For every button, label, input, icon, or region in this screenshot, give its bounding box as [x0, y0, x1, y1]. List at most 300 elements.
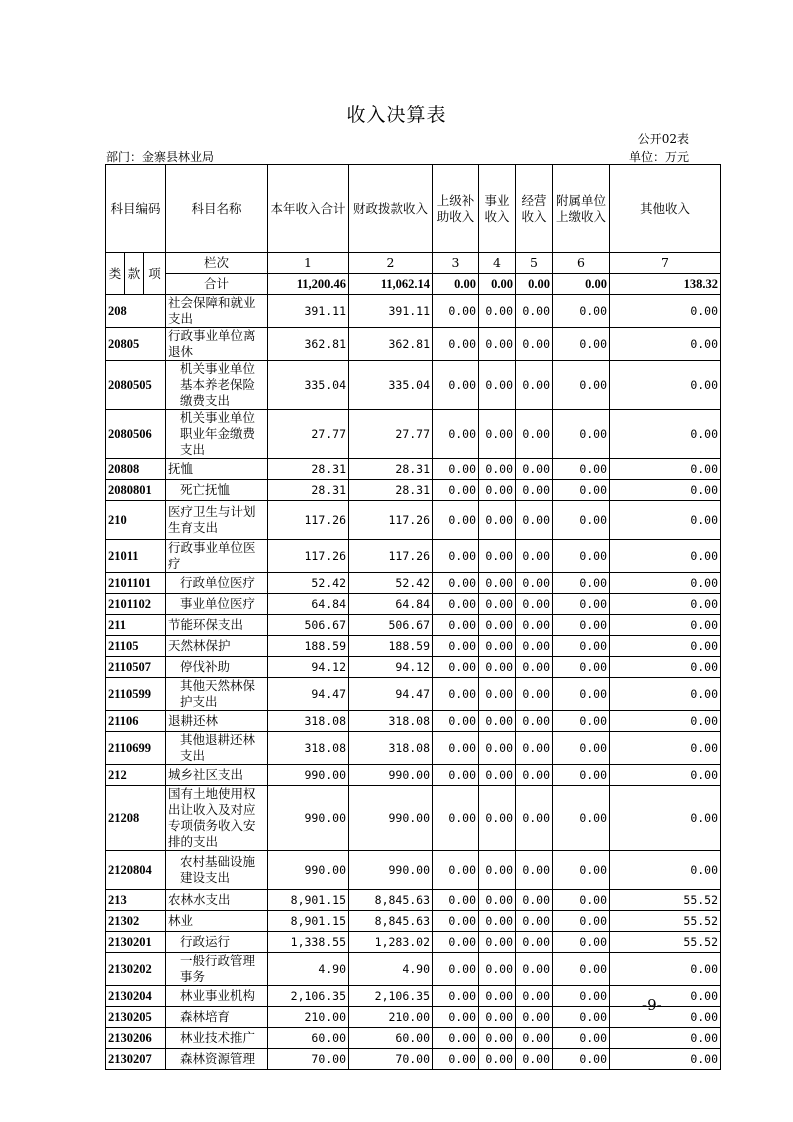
row-value-col5: 0.00 [516, 540, 553, 573]
row-value-col1: 990.00 [268, 851, 349, 890]
row-code: 21208 [106, 786, 166, 851]
row-value-col1: 335.04 [268, 361, 349, 410]
row-value-col3: 0.00 [433, 953, 479, 986]
row-code: 2110699 [106, 732, 166, 765]
row-value-col6: 0.00 [553, 765, 610, 786]
page-title: 收入决算表 [346, 104, 447, 126]
row-value-col5: 0.00 [516, 636, 553, 657]
row-value-col2: 1,283.02 [349, 932, 433, 953]
row-code: 2130205 [106, 1007, 166, 1028]
row-value-col1: 8,901.15 [268, 911, 349, 932]
col-num-6: 6 [553, 253, 610, 274]
row-name: 死亡抚恤 [166, 480, 268, 501]
row-value-col1: 990.00 [268, 765, 349, 786]
total-col7: 138.32 [610, 274, 721, 295]
row-value-col4: 0.00 [479, 711, 516, 732]
table-row [106, 890, 721, 911]
row-code: 2120804 [106, 851, 166, 890]
row-value-col3: 0.00 [433, 765, 479, 786]
table-row [106, 678, 721, 711]
row-code: 20805 [106, 328, 166, 361]
row-value-col5: 0.00 [516, 480, 553, 501]
row-value-col4: 0.00 [479, 459, 516, 480]
row-value-col4: 0.00 [479, 573, 516, 594]
row-value-col5: 0.00 [516, 361, 553, 410]
row-value-col7: 0.00 [610, 594, 721, 615]
row-value-col6: 0.00 [553, 657, 610, 678]
row-code: 2080801 [106, 480, 166, 501]
row-value-col7: 0.00 [610, 1028, 721, 1049]
row-value-col5: 0.00 [516, 657, 553, 678]
row-value-col3: 0.00 [433, 786, 479, 851]
row-value-col3: 0.00 [433, 678, 479, 711]
row-value-col4: 0.00 [479, 765, 516, 786]
header-col4: 事业收入 [479, 165, 516, 253]
row-value-col6: 0.00 [553, 361, 610, 410]
row-value-col6: 0.00 [553, 786, 610, 851]
table-row [106, 786, 721, 851]
row-value-col5: 0.00 [516, 1007, 553, 1028]
row-value-col2: 990.00 [349, 765, 433, 786]
row-value-col3: 0.00 [433, 932, 479, 953]
table-row [106, 657, 721, 678]
row-code: 21011 [106, 540, 166, 573]
row-name: 林业 [166, 911, 268, 932]
row-name: 行政事业单位离退休 [166, 328, 268, 361]
header-code: 科目编码 [106, 165, 166, 253]
table-row [106, 1049, 721, 1070]
row-value-col1: 64.84 [268, 594, 349, 615]
row-value-col2: 117.26 [349, 540, 433, 573]
row-value-col3: 0.00 [433, 410, 479, 459]
row-value-col7: 0.00 [610, 459, 721, 480]
total-col4: 0.00 [479, 274, 516, 295]
row-value-col2: 8,845.63 [349, 911, 433, 932]
row-value-col3: 0.00 [433, 573, 479, 594]
row-value-col6: 0.00 [553, 1049, 610, 1070]
row-name: 事业单位医疗 [166, 594, 268, 615]
row-value-col6: 0.00 [553, 711, 610, 732]
row-value-col3: 0.00 [433, 711, 479, 732]
header-col6: 附属单位上缴收入 [553, 165, 610, 253]
row-value-col5: 0.00 [516, 615, 553, 636]
row-value-col7: 55.52 [610, 890, 721, 911]
row-value-col4: 0.00 [479, 1007, 516, 1028]
header-name: 科目名称 [166, 165, 268, 253]
row-value-col5: 0.00 [516, 295, 553, 328]
table-row [106, 636, 721, 657]
table-row [106, 480, 721, 501]
table-row [106, 594, 721, 615]
row-value-col2: 318.08 [349, 732, 433, 765]
row-value-col4: 0.00 [479, 480, 516, 501]
row-value-col6: 0.00 [553, 1028, 610, 1049]
row-value-col7: 0.00 [610, 765, 721, 786]
row-value-col7: 0.00 [610, 986, 721, 1007]
row-name: 社会保障和就业支出 [166, 295, 268, 328]
row-value-col7: 0.00 [610, 1007, 721, 1028]
table-row [106, 295, 721, 328]
row-value-col2: 318.08 [349, 711, 433, 732]
row-value-col7: 55.52 [610, 911, 721, 932]
table-row [106, 732, 721, 765]
total-label: 合计 [166, 274, 268, 295]
row-value-col1: 94.47 [268, 678, 349, 711]
row-code: 2080506 [106, 410, 166, 459]
row-value-col1: 188.59 [268, 636, 349, 657]
row-value-col5: 0.00 [516, 328, 553, 361]
row-value-col1: 60.00 [268, 1028, 349, 1049]
row-value-col2: 28.31 [349, 480, 433, 501]
unit-label: 单位：万元 [628, 150, 689, 164]
row-name: 退耕还林 [166, 711, 268, 732]
row-value-col1: 318.08 [268, 732, 349, 765]
row-value-col4: 0.00 [479, 295, 516, 328]
row-value-col4: 0.00 [479, 540, 516, 573]
row-value-col3: 0.00 [433, 986, 479, 1007]
row-value-col6: 0.00 [553, 480, 610, 501]
row-value-col4: 0.00 [479, 932, 516, 953]
row-value-col1: 28.31 [268, 480, 349, 501]
header-col2: 财政拨款收入 [349, 165, 433, 253]
header-col3: 上级补助收入 [433, 165, 479, 253]
row-value-col7: 0.00 [610, 361, 721, 410]
table-row [106, 851, 721, 890]
row-code: 20808 [106, 459, 166, 480]
table-row [106, 932, 721, 953]
row-value-col2: 335.04 [349, 361, 433, 410]
header-lei: 类 [106, 253, 125, 295]
row-name: 农村基础设施建设支出 [166, 851, 268, 890]
row-value-col2: 362.81 [349, 328, 433, 361]
row-value-col2: 210.00 [349, 1007, 433, 1028]
row-value-col3: 0.00 [433, 501, 479, 540]
row-value-col3: 0.00 [433, 636, 479, 657]
row-value-col1: 70.00 [268, 1049, 349, 1070]
row-name: 国有土地使用权出让收入及对应专项债务收入安排的支出 [166, 786, 268, 851]
row-value-col3: 0.00 [433, 361, 479, 410]
total-col2: 11,062.14 [349, 274, 433, 295]
table-row [106, 765, 721, 786]
row-value-col2: 27.77 [349, 410, 433, 459]
row-value-col5: 0.00 [516, 911, 553, 932]
row-value-col2: 28.31 [349, 459, 433, 480]
row-value-col5: 0.00 [516, 851, 553, 890]
col-num-3: 3 [433, 253, 479, 274]
row-value-col4: 0.00 [479, 786, 516, 851]
row-value-col3: 0.00 [433, 851, 479, 890]
row-value-col4: 0.00 [479, 501, 516, 540]
row-value-col4: 0.00 [479, 1049, 516, 1070]
row-value-col6: 0.00 [553, 851, 610, 890]
row-value-col3: 0.00 [433, 911, 479, 932]
row-value-col1: 8,901.15 [268, 890, 349, 911]
row-value-col6: 0.00 [553, 459, 610, 480]
row-name: 行政单位医疗 [166, 573, 268, 594]
row-value-col1: 318.08 [268, 711, 349, 732]
row-value-col1: 990.00 [268, 786, 349, 851]
row-value-col7: 0.00 [610, 295, 721, 328]
row-value-col5: 0.00 [516, 678, 553, 711]
row-value-col7: 0.00 [610, 410, 721, 459]
row-value-col1: 94.12 [268, 657, 349, 678]
row-name: 节能环保支出 [166, 615, 268, 636]
row-value-col4: 0.00 [479, 732, 516, 765]
row-value-col3: 0.00 [433, 594, 479, 615]
table-row [106, 615, 721, 636]
row-value-col3: 0.00 [433, 615, 479, 636]
table-row [106, 711, 721, 732]
row-name: 机关事业单位基本养老保险缴费支出 [166, 361, 268, 410]
row-value-col2: 506.67 [349, 615, 433, 636]
row-value-col6: 0.00 [553, 953, 610, 986]
row-value-col6: 0.00 [553, 986, 610, 1007]
row-code: 2130207 [106, 1049, 166, 1070]
row-value-col2: 94.47 [349, 678, 433, 711]
row-value-col3: 0.00 [433, 295, 479, 328]
row-value-col3: 0.00 [433, 732, 479, 765]
row-value-col7: 0.00 [610, 636, 721, 657]
row-value-col5: 0.00 [516, 573, 553, 594]
department-label: 部门：金寨县林业局 [106, 150, 215, 164]
row-value-col5: 0.00 [516, 953, 553, 986]
row-code: 208 [106, 295, 166, 328]
row-name: 其他天然林保护支出 [166, 678, 268, 711]
row-value-col2: 70.00 [349, 1049, 433, 1070]
col-num-7: 7 [610, 253, 721, 274]
row-value-col6: 0.00 [553, 573, 610, 594]
total-col3: 0.00 [433, 274, 479, 295]
row-value-col1: 117.26 [268, 501, 349, 540]
row-name: 行政运行 [166, 932, 268, 953]
table-row [106, 1007, 721, 1028]
row-value-col4: 0.00 [479, 851, 516, 890]
row-value-col1: 52.42 [268, 573, 349, 594]
row-name: 一般行政管理事务 [166, 953, 268, 986]
row-code: 2130202 [106, 953, 166, 986]
header-lanci: 栏次 [166, 253, 268, 274]
row-name: 行政事业单位医疗 [166, 540, 268, 573]
row-value-col2: 188.59 [349, 636, 433, 657]
row-name: 森林培育 [166, 1007, 268, 1028]
row-value-col3: 0.00 [433, 480, 479, 501]
row-value-col5: 0.00 [516, 459, 553, 480]
row-code: 2110599 [106, 678, 166, 711]
row-value-col7: 55.52 [610, 932, 721, 953]
row-value-col7: 0.00 [610, 480, 721, 501]
header-col5: 经营收入 [516, 165, 553, 253]
row-value-col6: 0.00 [553, 1007, 610, 1028]
row-value-col5: 0.00 [516, 732, 553, 765]
row-value-col6: 0.00 [553, 410, 610, 459]
row-value-col7: 0.00 [610, 953, 721, 986]
row-value-col1: 28.31 [268, 459, 349, 480]
row-value-col2: 117.26 [349, 501, 433, 540]
row-code: 213 [106, 890, 166, 911]
total-col5: 0.00 [516, 274, 553, 295]
row-value-col5: 0.00 [516, 410, 553, 459]
table-row [106, 540, 721, 573]
row-code: 211 [106, 615, 166, 636]
row-value-col6: 0.00 [553, 501, 610, 540]
row-name: 其他退耕还林支出 [166, 732, 268, 765]
row-value-col3: 0.00 [433, 890, 479, 911]
table-row [106, 459, 721, 480]
row-value-col2: 990.00 [349, 786, 433, 851]
row-code: 21302 [106, 911, 166, 932]
row-value-col5: 0.00 [516, 594, 553, 615]
row-code: 21106 [106, 711, 166, 732]
row-value-col5: 0.00 [516, 986, 553, 1007]
form-number: 公开02表 [637, 132, 689, 146]
row-name: 森林资源管理 [166, 1049, 268, 1070]
row-value-col1: 362.81 [268, 328, 349, 361]
row-value-col6: 0.00 [553, 594, 610, 615]
row-code: 21105 [106, 636, 166, 657]
row-value-col1: 210.00 [268, 1007, 349, 1028]
row-value-col6: 0.00 [553, 732, 610, 765]
table-body [106, 295, 721, 1070]
row-value-col6: 0.00 [553, 678, 610, 711]
row-value-col1: 117.26 [268, 540, 349, 573]
row-value-col2: 52.42 [349, 573, 433, 594]
row-value-col7: 0.00 [610, 678, 721, 711]
header-kuan: 款 [125, 253, 144, 295]
row-name: 林业事业机构 [166, 986, 268, 1007]
row-value-col5: 0.00 [516, 890, 553, 911]
row-value-col5: 0.00 [516, 932, 553, 953]
table-row [106, 1028, 721, 1049]
total-col6: 0.00 [553, 274, 610, 295]
row-value-col4: 0.00 [479, 361, 516, 410]
total-row [106, 274, 721, 295]
row-value-col5: 0.00 [516, 1049, 553, 1070]
row-value-col2: 64.84 [349, 594, 433, 615]
row-value-col3: 0.00 [433, 328, 479, 361]
row-value-col7: 0.00 [610, 328, 721, 361]
row-value-col7: 0.00 [610, 732, 721, 765]
row-value-col6: 0.00 [553, 890, 610, 911]
row-code: 2080505 [106, 361, 166, 410]
row-value-col1: 391.11 [268, 295, 349, 328]
row-name: 抚恤 [166, 459, 268, 480]
row-value-col4: 0.00 [479, 594, 516, 615]
header-xiang: 项 [144, 253, 166, 295]
row-code: 210 [106, 501, 166, 540]
row-value-col2: 2,106.35 [349, 986, 433, 1007]
row-value-col2: 8,845.63 [349, 890, 433, 911]
row-name: 农林水支出 [166, 890, 268, 911]
income-table [105, 164, 721, 1070]
row-value-col3: 0.00 [433, 1049, 479, 1070]
row-code: 2110507 [106, 657, 166, 678]
row-value-col3: 0.00 [433, 459, 479, 480]
row-code: 212 [106, 765, 166, 786]
row-code: 2130206 [106, 1028, 166, 1049]
table-row [106, 573, 721, 594]
col-num-4: 4 [479, 253, 516, 274]
col-num-1: 1 [268, 253, 349, 274]
row-value-col5: 0.00 [516, 765, 553, 786]
row-value-col6: 0.00 [553, 295, 610, 328]
row-value-col4: 0.00 [479, 986, 516, 1007]
col-num-2: 2 [349, 253, 433, 274]
row-value-col5: 0.00 [516, 1028, 553, 1049]
row-name: 医疗卫生与计划生育支出 [166, 501, 268, 540]
row-value-col4: 0.00 [479, 410, 516, 459]
total-col1: 11,200.46 [268, 274, 349, 295]
row-code: 2101101 [106, 573, 166, 594]
row-value-col2: 990.00 [349, 851, 433, 890]
row-value-col6: 0.00 [553, 615, 610, 636]
row-value-col2: 60.00 [349, 1028, 433, 1049]
row-name: 城乡社区支出 [166, 765, 268, 786]
row-value-col2: 94.12 [349, 657, 433, 678]
table-row [106, 911, 721, 932]
row-name: 停伐补助 [166, 657, 268, 678]
row-value-col2: 391.11 [349, 295, 433, 328]
row-value-col5: 0.00 [516, 711, 553, 732]
row-value-col4: 0.00 [479, 1028, 516, 1049]
row-value-col4: 0.00 [479, 890, 516, 911]
row-value-col7: 0.00 [610, 1049, 721, 1070]
row-value-col5: 0.00 [516, 501, 553, 540]
table-row [106, 328, 721, 361]
row-value-col6: 0.00 [553, 911, 610, 932]
row-value-col4: 0.00 [479, 615, 516, 636]
row-value-col3: 0.00 [433, 657, 479, 678]
row-value-col6: 0.00 [553, 328, 610, 361]
header-col1: 本年收入合计 [268, 165, 349, 253]
col-num-5: 5 [516, 253, 553, 274]
row-value-col4: 0.00 [479, 953, 516, 986]
page-number: -9- [642, 996, 662, 1014]
row-code: 2130201 [106, 932, 166, 953]
row-value-col7: 0.00 [610, 657, 721, 678]
row-value-col1: 506.67 [268, 615, 349, 636]
row-value-col1: 4.90 [268, 953, 349, 986]
table-row [106, 501, 721, 540]
table-row [106, 361, 721, 410]
row-value-col3: 0.00 [433, 1007, 479, 1028]
row-value-col1: 27.77 [268, 410, 349, 459]
row-value-col3: 0.00 [433, 540, 479, 573]
row-value-col1: 1,338.55 [268, 932, 349, 953]
row-name: 机关事业单位职业年金缴费支出 [166, 410, 268, 459]
row-value-col7: 0.00 [610, 540, 721, 573]
table-row [106, 410, 721, 459]
row-name: 天然林保护 [166, 636, 268, 657]
row-value-col7: 0.00 [610, 501, 721, 540]
row-value-col1: 2,106.35 [268, 986, 349, 1007]
row-value-col6: 0.00 [553, 540, 610, 573]
row-value-col7: 0.00 [610, 711, 721, 732]
row-value-col5: 0.00 [516, 786, 553, 851]
table-row [106, 953, 721, 986]
table-row [106, 986, 721, 1007]
row-value-col6: 0.00 [553, 636, 610, 657]
row-value-col4: 0.00 [479, 657, 516, 678]
row-value-col7: 0.00 [610, 615, 721, 636]
row-code: 2101102 [106, 594, 166, 615]
row-value-col4: 0.00 [479, 636, 516, 657]
row-name: 林业技术推广 [166, 1028, 268, 1049]
row-value-col6: 0.00 [553, 932, 610, 953]
row-value-col4: 0.00 [479, 911, 516, 932]
row-value-col4: 0.00 [479, 678, 516, 711]
row-value-col3: 0.00 [433, 1028, 479, 1049]
row-value-col4: 0.00 [479, 328, 516, 361]
